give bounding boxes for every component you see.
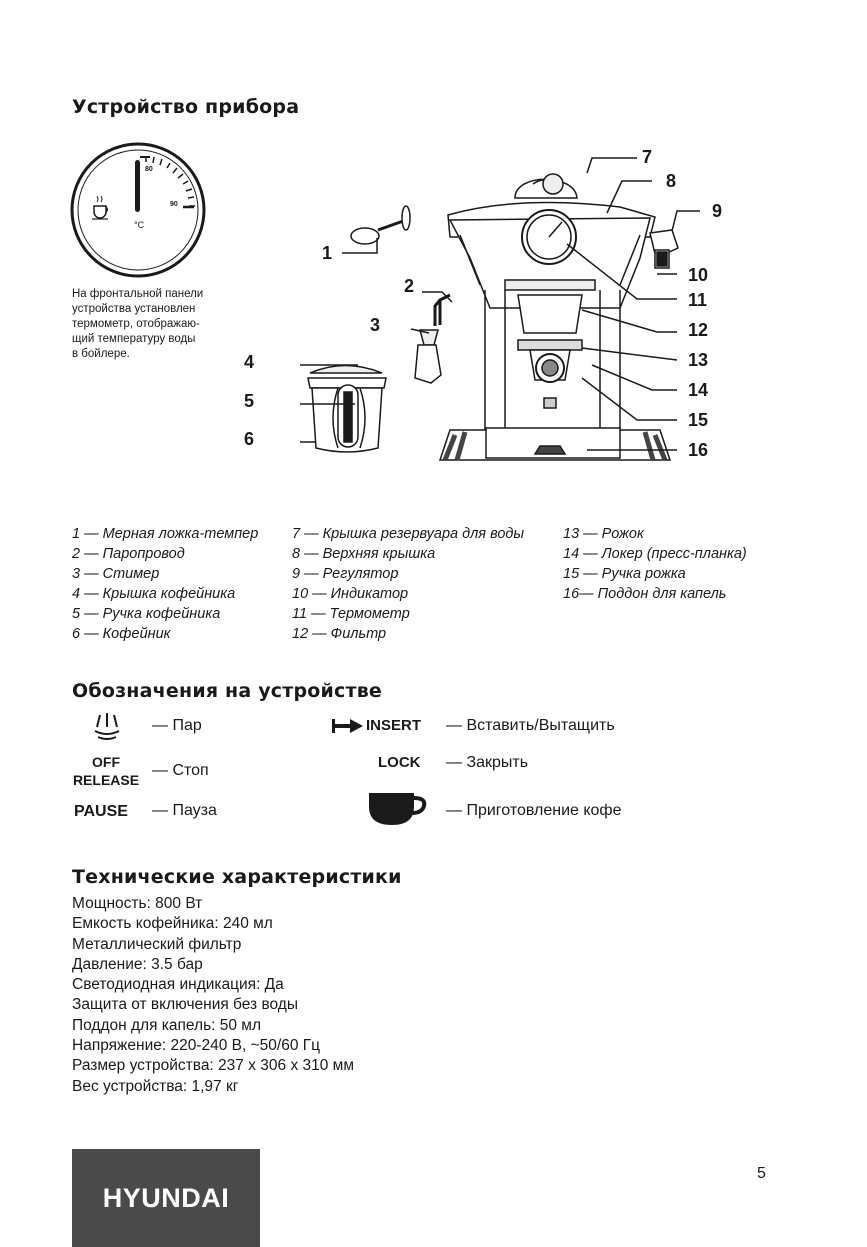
- coffee-machine-diagram: [300, 140, 700, 470]
- section-title-device: Устройство прибора: [72, 96, 300, 118]
- legend-item: 16— Поддон для капель: [563, 586, 727, 602]
- legend-item: 9 — Регулятор: [292, 566, 399, 582]
- section-title-symbols: Обозначения на устройстве: [72, 680, 383, 702]
- legend-item: 3 — Стимер: [72, 566, 160, 582]
- callout-10: 10: [688, 265, 709, 285]
- thermometer-unit: °C: [134, 220, 145, 230]
- page-number: 5: [757, 1165, 766, 1182]
- spec-item: Металлический фильтр: [72, 935, 242, 953]
- legend-item: 4 — Крышка кофейника: [72, 586, 236, 602]
- spec-item: Поддон для капель: 50 мл: [72, 1016, 262, 1034]
- callout-7: 7: [642, 147, 653, 167]
- coffee-description: — Приготовление кофе: [446, 802, 622, 819]
- pause-description: — Пауза: [152, 802, 217, 819]
- legend-item: 14 — Локер (пресс-планка): [563, 546, 747, 562]
- spec-item: Защита от включения без воды: [72, 996, 298, 1014]
- legend-item: 11 — Термометр: [292, 606, 410, 622]
- legend-item: 1 — Мерная ложка-темпер: [72, 526, 259, 542]
- legend-item: 10 — Индикатор: [292, 586, 409, 602]
- insert-description: — Вставить/Вытащить: [446, 717, 615, 734]
- coffee-cup-icon: [368, 789, 428, 829]
- legend-item: 8 — Верхняя крышка: [292, 546, 436, 562]
- legend-item: 12 — Фильтр: [292, 626, 387, 642]
- legend-item: 2 — Паропровод: [72, 546, 185, 562]
- callout-5: 5: [244, 391, 255, 411]
- legend-item: 5 — Ручка кофейника: [72, 606, 221, 622]
- callout-11: 11: [688, 290, 708, 310]
- callout-3: 3: [370, 315, 381, 335]
- legend-item: 7 — Крышка резервуара для воды: [292, 526, 525, 542]
- callout-12: 12: [688, 320, 709, 340]
- callout-14: 14: [688, 380, 709, 400]
- callout-9: 9: [712, 201, 723, 221]
- spec-item: Мощность: 800 Вт: [72, 895, 203, 912]
- callout-16: 16: [688, 440, 709, 460]
- callout-8: 8: [666, 171, 677, 191]
- stop-description: — Стоп: [152, 762, 209, 779]
- off-release-label: OFF RELEASE: [72, 754, 140, 788]
- legend-column-3: [563, 524, 747, 604]
- thermometer-dial-illustration: [70, 142, 210, 282]
- legend-item: 6 — Кофейник: [72, 626, 171, 642]
- pause-label: PAUSE: [74, 803, 128, 820]
- lock-label: LOCK: [378, 754, 421, 771]
- steam-description: — Пар: [152, 717, 202, 734]
- thermometer-note: На фронтальной панели устройства установлен термометр, отображаю- щий температуру воды в бойлере.: [72, 288, 204, 360]
- callout-4: 4: [244, 352, 255, 372]
- insert-label: INSERT: [366, 717, 422, 734]
- legend-column-2: [292, 524, 524, 644]
- spec-item: Светодиодная индикация: Да: [72, 976, 284, 994]
- spec-item: Размер устройства: 237 x 306 x 310 мм: [72, 1057, 354, 1075]
- spec-item: Емкость кофейника: 240 мл: [72, 915, 273, 933]
- lock-description: — Закрыть: [446, 754, 529, 771]
- spec-item: Напряжение: 220-240 В, ~50/60 Гц: [72, 1037, 321, 1055]
- legend-item: 15 — Ручка рожка: [563, 566, 686, 582]
- callout-2: 2: [404, 276, 415, 296]
- steam-icon: [92, 711, 122, 743]
- legend-item: 13 — Рожок: [563, 526, 644, 542]
- insert-arrow-icon: [332, 718, 364, 734]
- spec-item: Давление: 3.5 бар: [72, 955, 203, 973]
- brand-logo: HYUNDAI: [72, 1149, 260, 1247]
- callout-6: 6: [244, 429, 255, 449]
- spec-item: Вес устройства: 1,97 кг: [72, 1077, 239, 1095]
- callout-15: 15: [688, 410, 709, 430]
- section-title-specs: Технические характеристики: [72, 866, 402, 888]
- callout-13: 13: [688, 350, 709, 370]
- thermometer-scale-80: 80: [145, 166, 153, 173]
- legend-column-1: [72, 524, 258, 644]
- specs-list: [72, 894, 354, 1097]
- callout-1: 1: [322, 243, 333, 263]
- thermometer-scale-90: 90: [170, 201, 178, 208]
